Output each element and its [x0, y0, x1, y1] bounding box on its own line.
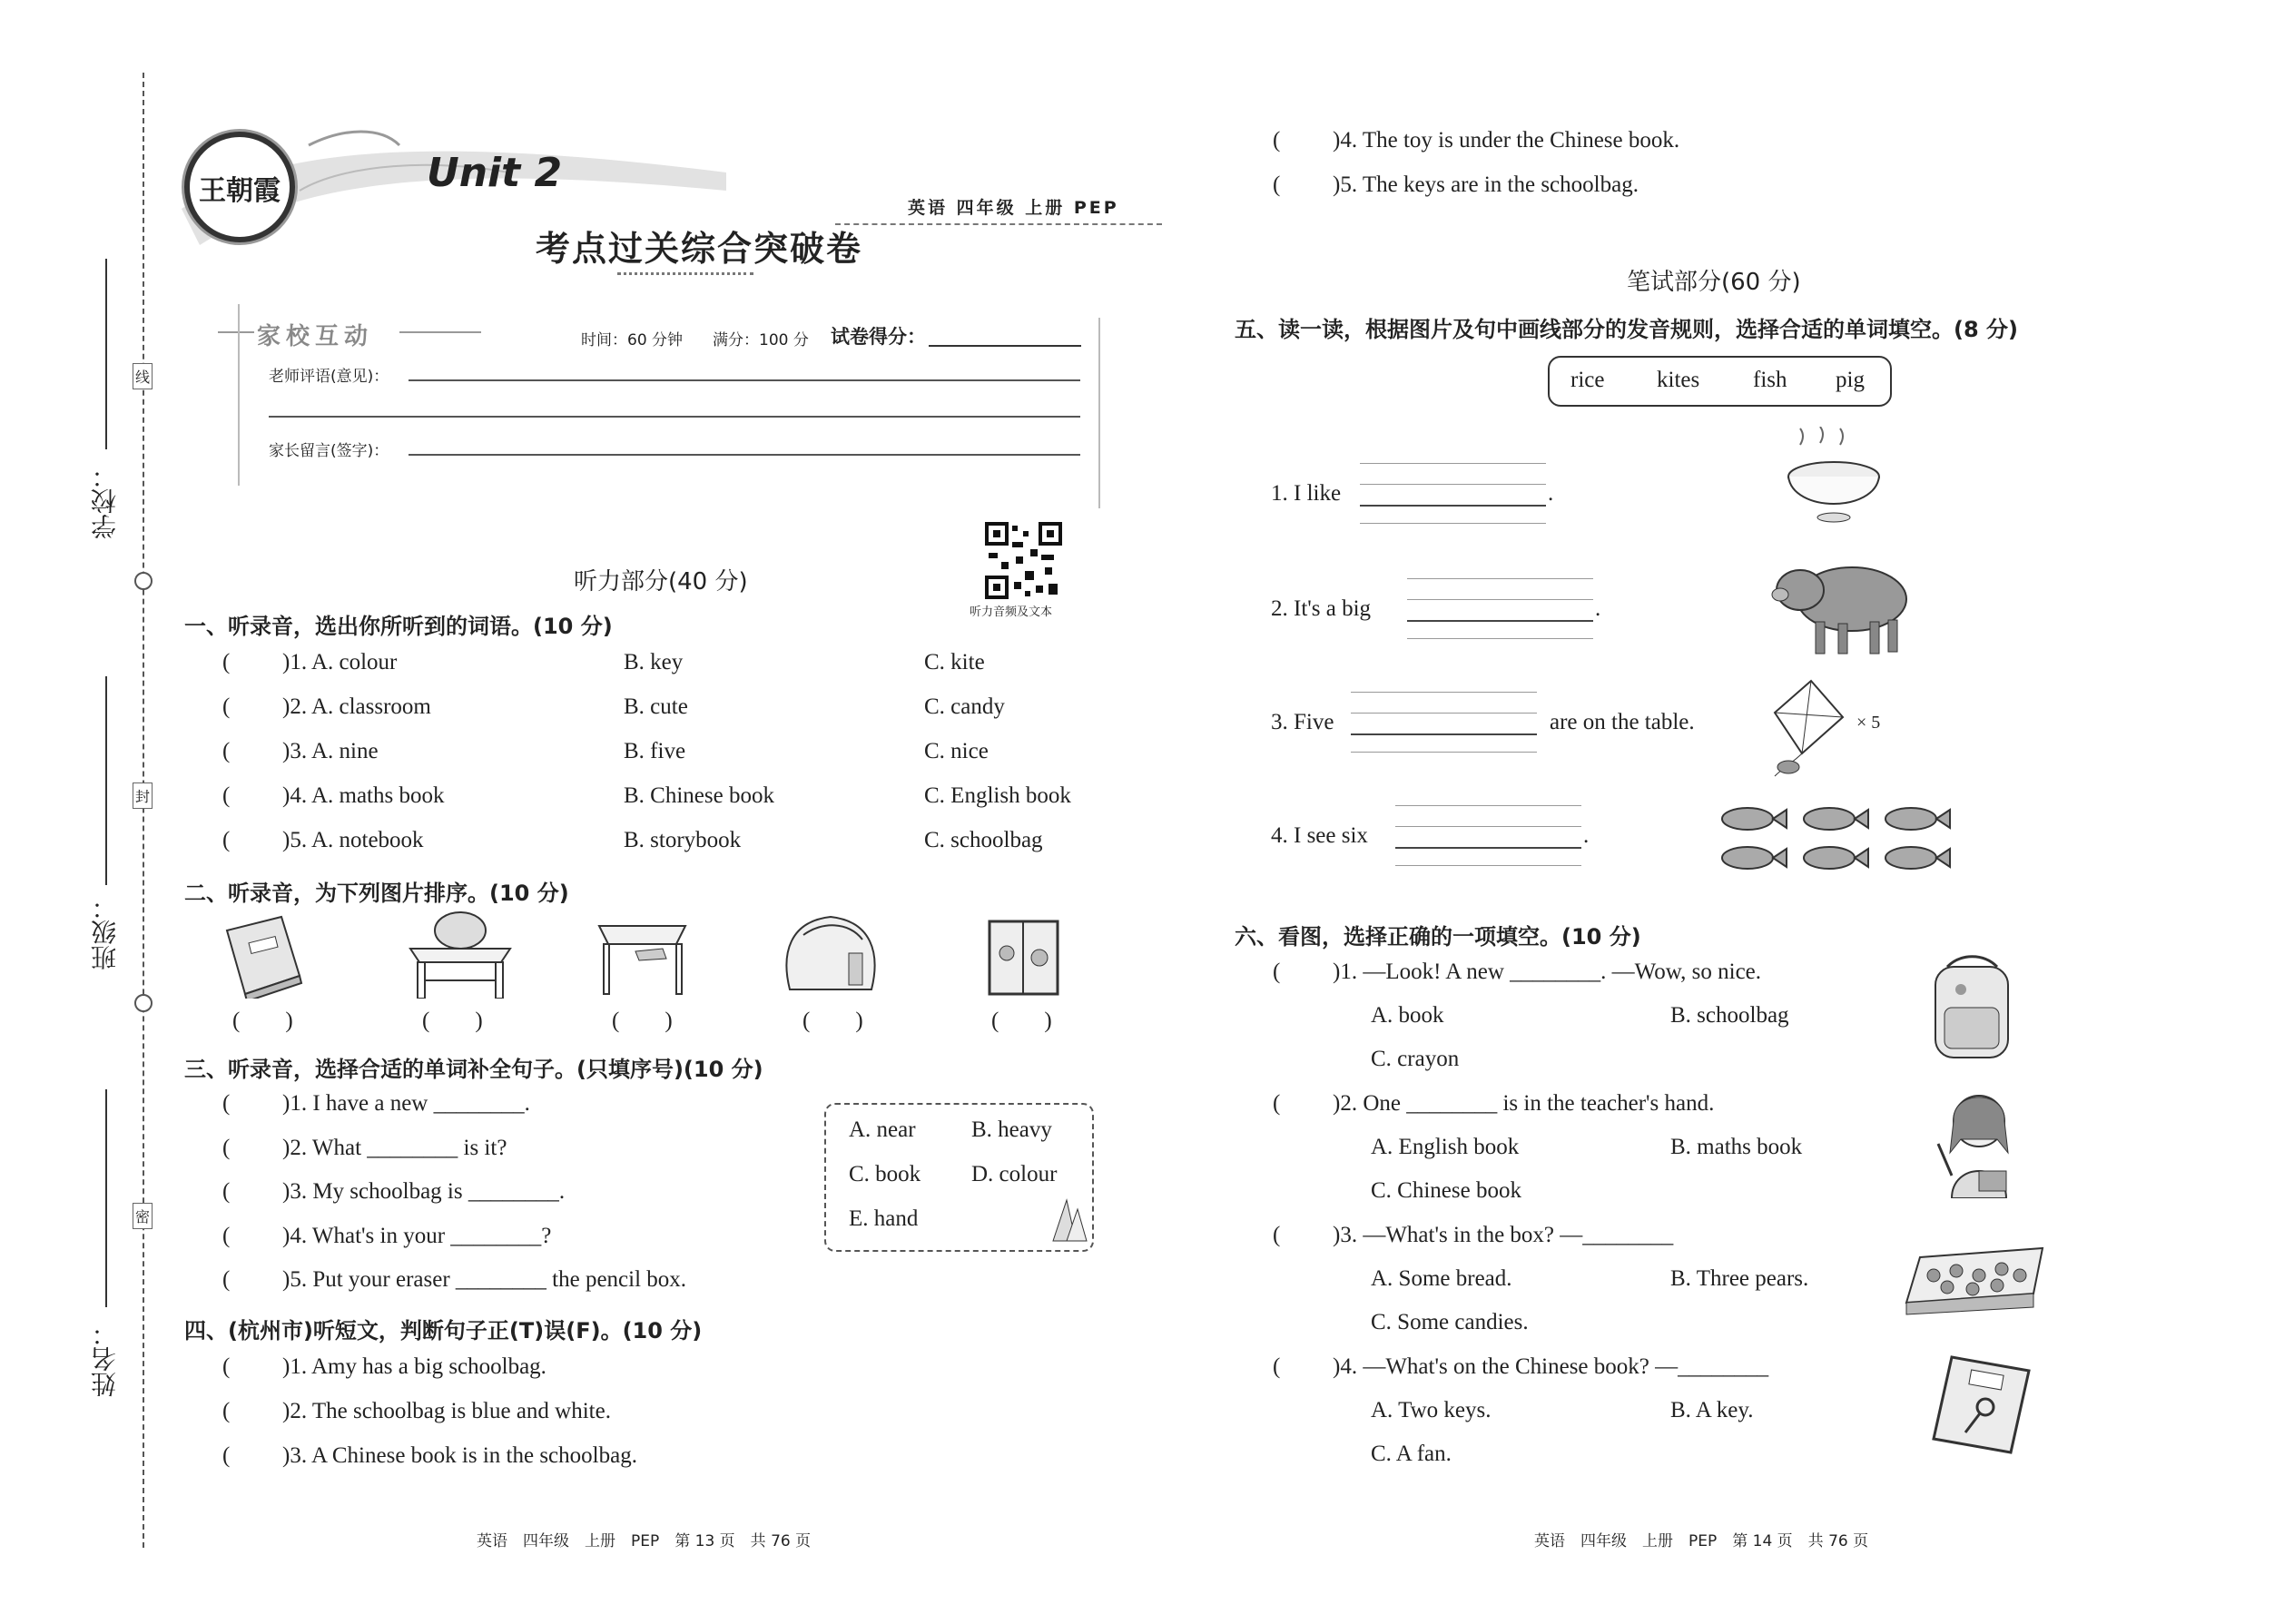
guide-line	[1407, 578, 1593, 579]
word-item: fish	[1753, 368, 1787, 392]
list-item	[222, 1179, 822, 1224]
fill-q4-blank[interactable]	[1395, 847, 1581, 849]
time-label: 时间：60 分钟	[581, 331, 684, 349]
order-blank-5[interactable]: ( )	[991, 1009, 1052, 1033]
order-blank-4[interactable]: ( )	[802, 1009, 863, 1033]
sentence: )5. Put your eraser ________ the pencil box.	[282, 1267, 687, 1292]
word-bank	[1548, 356, 1892, 407]
guide-line	[1395, 865, 1581, 866]
sentence: )5. The keys are in the schoolbag.	[1333, 172, 1639, 197]
answer-paren[interactable]: (	[222, 1443, 231, 1468]
homeschool-rule-2	[399, 331, 481, 333]
pig-icon	[1766, 549, 1920, 658]
homeschool-rule-1	[218, 331, 254, 333]
list-item	[222, 1354, 822, 1399]
answer-paren[interactable]: (	[1273, 960, 1281, 984]
option-a: )1. A. colour	[282, 650, 398, 674]
list-item	[222, 1443, 822, 1488]
title-dots	[617, 272, 753, 275]
answer-paren[interactable]: (	[1273, 1223, 1281, 1247]
section4-heading: 四、(杭州市)听短文，判断句子正(T)误(F)。(10 分)	[184, 1318, 703, 1343]
teacher-comment-field[interactable]	[409, 379, 1080, 381]
guide-line	[1351, 713, 1537, 714]
school-line	[105, 259, 107, 449]
option-a: )2. A. classroom	[282, 694, 431, 719]
full-score-label: 满分：100 分	[713, 331, 809, 349]
option-b: B. cute	[624, 694, 688, 719]
option-b: B. Chinese book	[624, 783, 774, 808]
option-c: C. Some candies.	[1371, 1310, 1529, 1334]
answer-paren[interactable]: (	[222, 828, 231, 852]
section3-list	[222, 1091, 822, 1312]
question-block	[1273, 960, 1854, 1091]
answer-paren[interactable]: (	[1273, 172, 1281, 197]
fill-q1-blank[interactable]	[1360, 505, 1546, 507]
fill-q3-blank[interactable]	[1351, 733, 1537, 735]
seal-circle-icon	[134, 572, 153, 590]
word-item: rice	[1570, 368, 1605, 392]
question-block	[1273, 1354, 1854, 1486]
seal-char-2: 封	[133, 782, 153, 809]
sentence: )3. My schoolbag is ________.	[282, 1179, 566, 1204]
option-a: )5. A. notebook	[282, 828, 424, 852]
section4-list-right	[1273, 128, 1908, 217]
fill-q4-pre: 4. I see six	[1271, 823, 1368, 848]
answer-paren[interactable]: (	[222, 1091, 231, 1116]
option-a: A. Some bread.	[1371, 1266, 1512, 1291]
answer-paren[interactable]: (	[1273, 1091, 1281, 1116]
logo-text: 王朝霞	[199, 175, 281, 207]
question-text: )3. —What's in the box? —________	[1333, 1223, 1674, 1247]
fill-q2-blank[interactable]	[1407, 620, 1593, 622]
answer-paren[interactable]: (	[222, 1135, 231, 1160]
series-label: 英语 四年级 上册 PEP	[908, 198, 1119, 218]
list-item	[222, 828, 1112, 872]
guide-line	[1360, 523, 1546, 524]
picture-bag-on-desk-icon	[401, 908, 519, 999]
order-blank-2[interactable]: ( )	[422, 1009, 483, 1033]
sentence: )4. What's in your ________?	[282, 1223, 552, 1248]
answer-paren[interactable]: (	[1273, 128, 1281, 153]
answer-paren[interactable]: (	[222, 1223, 231, 1248]
homeschool-vbar	[238, 304, 240, 486]
option-b: B. key	[624, 650, 684, 674]
school-label: 学校：	[90, 463, 120, 539]
writing-title: 笔试部分(60 分)	[1627, 269, 1801, 296]
option-c: C. candy	[924, 694, 1005, 719]
list-item	[222, 1399, 822, 1443]
guide-line	[1407, 599, 1593, 600]
guide-line	[1360, 484, 1546, 485]
fill-q2-post: .	[1595, 596, 1601, 621]
options-box	[824, 1103, 1094, 1252]
section3-heading: 三、听录音，选择合适的单词补全句子。(只填序号)(10 分)	[184, 1057, 763, 1082]
sentence: )3. A Chinese book is in the schoolbag.	[282, 1443, 637, 1468]
option-b: B. storybook	[624, 828, 742, 852]
list-item	[1273, 172, 1908, 217]
answer-paren[interactable]: (	[222, 739, 231, 763]
sentence: )1. I have a new ________.	[282, 1091, 530, 1116]
homeschool-title: 家校互动	[257, 323, 374, 350]
answer-paren[interactable]: (	[222, 694, 231, 719]
class-label: 班级：	[90, 894, 120, 970]
option-c: C. English book	[924, 783, 1071, 808]
class-line	[105, 676, 107, 885]
sentence: )2. The schoolbag is blue and white.	[282, 1399, 611, 1423]
list-item	[222, 1136, 822, 1180]
section1-heading: 一、听录音，选出你所听到的词语。(10 分)	[184, 614, 613, 639]
option-b: B. five	[624, 739, 686, 763]
list-item	[1273, 128, 1908, 172]
seal-char-3: 密	[133, 1203, 153, 1229]
option-a: )4. A. maths book	[282, 783, 445, 808]
score-label: 试卷得分：	[831, 326, 926, 348]
name-label: 姓名：	[90, 1321, 120, 1397]
picture-books-icon	[218, 912, 309, 999]
order-blank-1[interactable]: ( )	[232, 1009, 293, 1033]
option-c: C. nice	[924, 739, 989, 763]
seal-circle-icon	[134, 994, 153, 1012]
option-item: B. heavy	[971, 1117, 1052, 1142]
qr-caption: 听力音频及文本	[970, 605, 1053, 619]
unit-title: Unit 2	[427, 150, 563, 196]
rice-bowl-icon	[1784, 427, 1884, 527]
sentence: )4. The toy is under the Chinese book.	[1333, 128, 1680, 153]
guide-line	[1395, 826, 1581, 827]
parent-note-label: 家长留言(签字)：	[269, 442, 389, 460]
option-a: A. Two keys.	[1371, 1398, 1492, 1422]
candy-box-picture-icon	[1902, 1244, 2047, 1316]
section5-heading: 五、读一读，根据图片及句中画线部分的发音规则，选择合适的单词填空。(8 分)	[1235, 317, 2018, 342]
fill-q1-pre: 1. I like	[1271, 481, 1342, 506]
name-line	[105, 1089, 107, 1307]
option-c: C. A fan.	[1371, 1442, 1452, 1466]
option-c: C. kite	[924, 650, 985, 674]
question-text: )1. —Look! A new ________. —Wow, so nice.	[1333, 960, 1762, 984]
homeschool-vbar-right	[1098, 318, 1100, 508]
guide-line	[1351, 692, 1537, 693]
option-b: B. maths book	[1670, 1135, 1803, 1159]
guide-line	[1351, 752, 1537, 753]
picture-schoolbag-icon	[776, 908, 885, 999]
fill-q3-post: are on the table.	[1550, 710, 1695, 734]
list-item	[222, 1267, 822, 1312]
answer-paren[interactable]: (	[222, 1399, 231, 1423]
word-item: kites	[1657, 368, 1700, 392]
option-item: C. book	[849, 1162, 921, 1186]
list-item	[222, 783, 1112, 828]
question-text: )2. One ________ is in the teacher's hand.	[1333, 1091, 1715, 1116]
option-item: A. near	[849, 1117, 916, 1142]
six-fish-icon	[1716, 799, 1961, 881]
question-block	[1273, 1091, 1854, 1223]
schoolbag-picture-icon	[1925, 953, 2020, 1062]
order-blank-3[interactable]: ( )	[612, 1009, 673, 1033]
binding-line	[143, 73, 144, 1548]
chinese-book-key-picture-icon	[1929, 1353, 2033, 1457]
list-item	[222, 1224, 822, 1268]
answer-paren[interactable]: (	[222, 783, 231, 808]
teacher-comment-label: 老师评语(意见)：	[269, 368, 389, 386]
word-item: pig	[1836, 368, 1865, 392]
party-hat-icon	[1049, 1196, 1089, 1245]
answer-paren[interactable]: (	[222, 1354, 231, 1379]
listening-title: 听力部分(40 分)	[574, 568, 748, 595]
kite-icon	[1766, 676, 1852, 781]
sentence: )2. What ________ is it?	[282, 1135, 507, 1160]
list-item	[222, 1091, 822, 1136]
option-c: C. Chinese book	[1371, 1178, 1521, 1203]
answer-paren[interactable]: (	[222, 650, 231, 674]
teacher-comment-field-2[interactable]	[269, 416, 1080, 418]
section2-heading: 二、听录音，为下列图片排序。(10 分)	[184, 881, 569, 906]
option-a: )3. A. nine	[282, 739, 379, 763]
fill-q2-pre: 2. It's a big	[1271, 596, 1372, 621]
list-item	[222, 650, 1112, 694]
exam-title: 考点过关综合突破卷	[536, 229, 863, 269]
logo-seal	[184, 132, 295, 242]
guide-line	[1360, 463, 1546, 464]
answer-paren[interactable]: (	[1273, 1354, 1281, 1379]
option-c: C. crayon	[1371, 1047, 1460, 1071]
section6-heading: 六、看图，选择正确的一项填空。(10 分)	[1235, 924, 1641, 950]
question-text: )4. —What's on the Chinese book? —________	[1333, 1354, 1769, 1379]
list-item	[222, 739, 1112, 783]
answer-paren[interactable]: (	[222, 1179, 231, 1204]
option-item: E. hand	[849, 1206, 919, 1231]
sentence: )1. Amy has a big schoolbag.	[282, 1354, 546, 1379]
picture-desk-icon	[590, 908, 694, 999]
seal-char-1: 线	[133, 363, 153, 389]
section6-list	[1273, 960, 1854, 1486]
score-field[interactable]	[929, 345, 1081, 347]
qr-code-icon[interactable]	[985, 522, 1062, 599]
fill-q4-post: .	[1583, 823, 1590, 848]
list-item	[222, 694, 1112, 739]
option-a: A. English book	[1371, 1135, 1520, 1159]
guide-line	[1407, 638, 1593, 639]
option-item: D. colour	[971, 1162, 1058, 1186]
times-five-label: × 5	[1856, 713, 1881, 733]
fill-q3-pre: 3. Five	[1271, 710, 1334, 734]
answer-paren[interactable]: (	[222, 1267, 231, 1292]
option-a: A. book	[1371, 1003, 1444, 1028]
option-c: C. schoolbag	[924, 828, 1043, 852]
question-block	[1273, 1223, 1854, 1354]
picture-storybook-icon	[985, 917, 1062, 999]
parent-note-field[interactable]	[409, 454, 1080, 456]
fill-q1-post: .	[1548, 481, 1554, 506]
option-b: B. A key.	[1670, 1398, 1754, 1422]
teacher-picture-icon	[1925, 1089, 2024, 1198]
option-b: B. schoolbag	[1670, 1003, 1789, 1028]
section4-list-left	[222, 1354, 822, 1488]
footer-right: 英语 四年级 上册 PEP 第 14 页 共 76 页	[1534, 1532, 1869, 1550]
option-b: B. Three pears.	[1670, 1266, 1809, 1291]
footer-left: 英语 四年级 上册 PEP 第 13 页 共 76 页	[477, 1532, 812, 1550]
series-dash	[835, 223, 1162, 225]
guide-line	[1395, 805, 1581, 806]
section1-list	[222, 650, 1112, 872]
